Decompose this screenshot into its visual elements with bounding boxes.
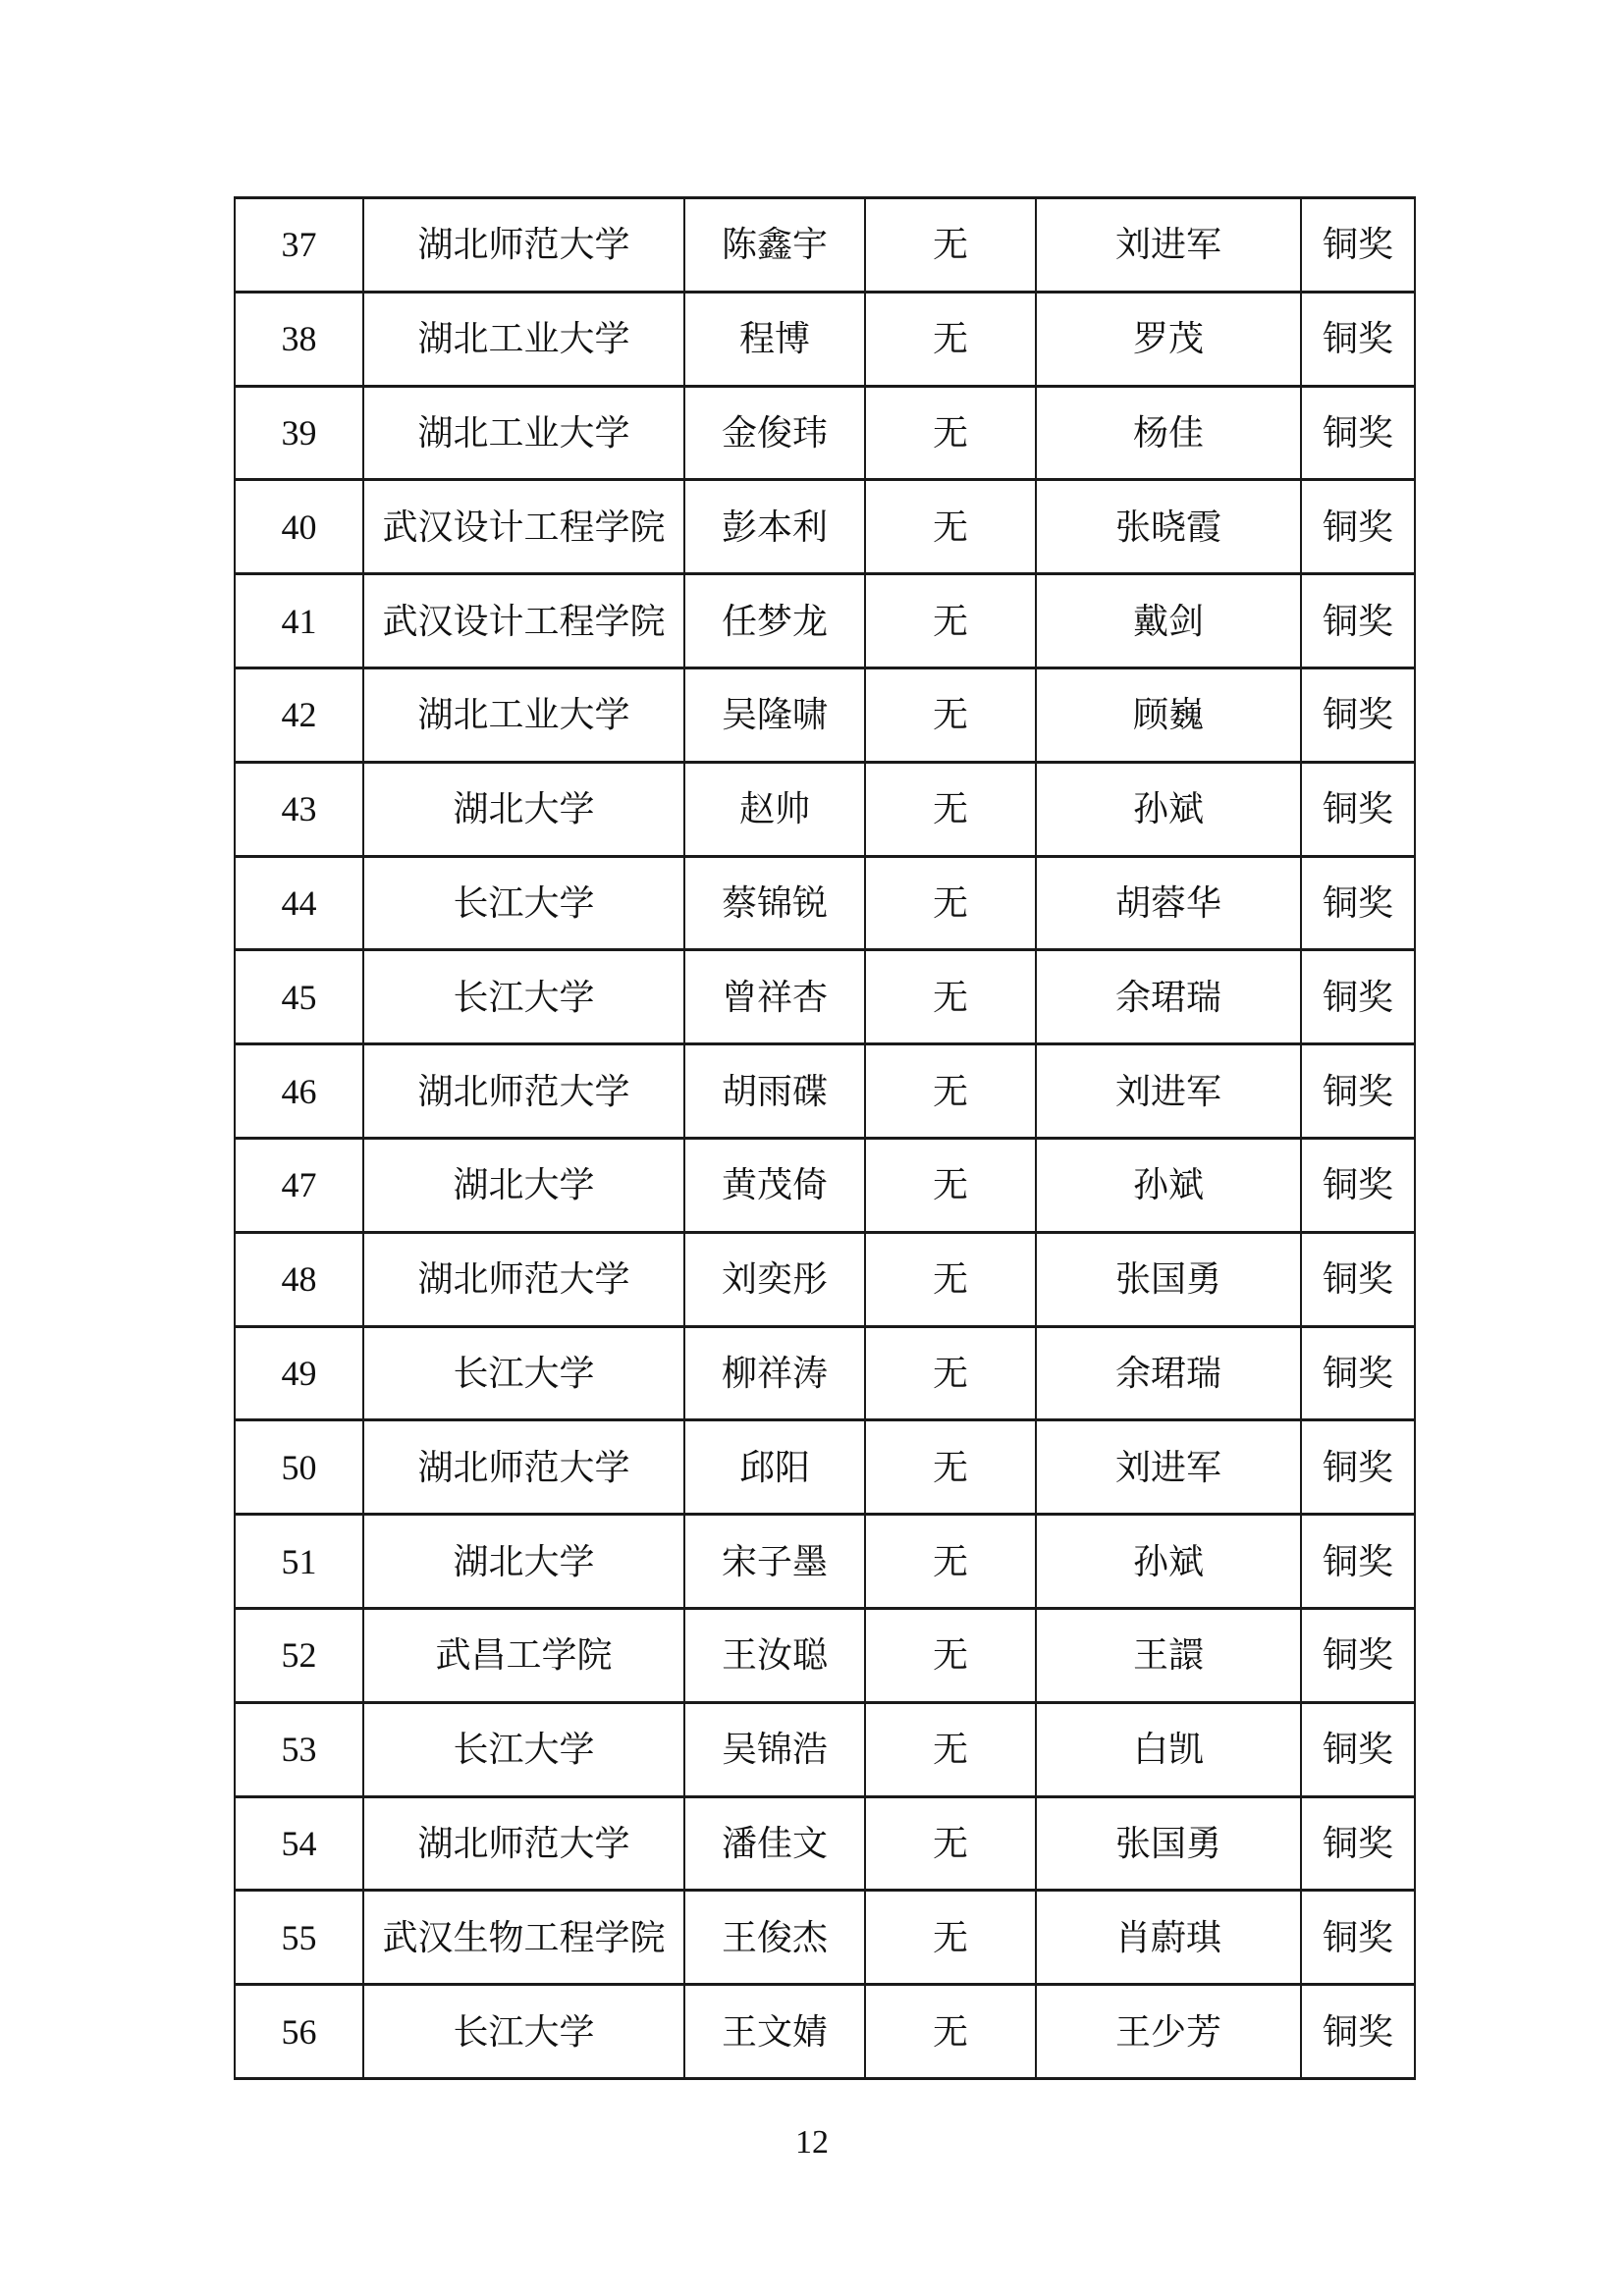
cell-row-number: 50 — [235, 1420, 363, 1515]
cell-row-number: 44 — [235, 856, 363, 950]
cell-school-name: 湖北大学 — [363, 1138, 684, 1232]
cell-student-name: 赵帅 — [684, 762, 865, 856]
cell-advisor-name: 白凯 — [1036, 1702, 1301, 1796]
table-row — [235, 667, 1415, 762]
cell-student-name: 胡雨碟 — [684, 1044, 865, 1139]
cell-row-number: 42 — [235, 667, 363, 762]
cell-advisor-name: 孙斌 — [1036, 1515, 1301, 1609]
cell-advisor-name: 刘进军 — [1036, 1420, 1301, 1515]
cell-school-name: 武汉生物工程学院 — [363, 1891, 684, 1985]
cell-student-name: 邱阳 — [684, 1420, 865, 1515]
cell-row-number: 37 — [235, 198, 363, 293]
cell-advisor-name: 戴剑 — [1036, 574, 1301, 668]
cell-school-name: 湖北工业大学 — [363, 667, 684, 762]
cell-note: 无 — [865, 198, 1036, 293]
table-row — [235, 386, 1415, 480]
table-row — [235, 1138, 1415, 1232]
cell-note: 无 — [865, 950, 1036, 1044]
table-row — [235, 1608, 1415, 1702]
cell-row-number: 46 — [235, 1044, 363, 1139]
cell-note: 无 — [865, 856, 1036, 950]
cell-student-name: 蔡锦锐 — [684, 856, 865, 950]
cell-award: 铜奖 — [1301, 1420, 1415, 1515]
cell-school-name: 湖北大学 — [363, 1515, 684, 1609]
cell-note: 无 — [865, 1044, 1036, 1139]
cell-award: 铜奖 — [1301, 1608, 1415, 1702]
table-row — [235, 1891, 1415, 1985]
table-row — [235, 950, 1415, 1044]
cell-school-name: 湖北师范大学 — [363, 1044, 684, 1139]
cell-advisor-name: 孙斌 — [1036, 762, 1301, 856]
cell-award: 铜奖 — [1301, 1985, 1415, 2079]
table-row — [235, 574, 1415, 668]
cell-award: 铜奖 — [1301, 480, 1415, 574]
cell-note: 无 — [865, 292, 1036, 386]
cell-advisor-name: 肖蔚琪 — [1036, 1891, 1301, 1985]
cell-school-name: 长江大学 — [363, 1985, 684, 2079]
cell-note: 无 — [865, 1515, 1036, 1609]
cell-note: 无 — [865, 1891, 1036, 1985]
cell-school-name: 湖北师范大学 — [363, 1420, 684, 1515]
cell-student-name: 吴锦浩 — [684, 1702, 865, 1796]
cell-student-name: 王文婧 — [684, 1985, 865, 2079]
cell-award: 铜奖 — [1301, 574, 1415, 668]
cell-note: 无 — [865, 1985, 1036, 2079]
cell-award: 铜奖 — [1301, 1515, 1415, 1609]
cell-advisor-name: 刘进军 — [1036, 198, 1301, 293]
page-number: 12 — [795, 2124, 829, 2161]
cell-advisor-name: 张国勇 — [1036, 1796, 1301, 1891]
cell-school-name: 湖北师范大学 — [363, 1796, 684, 1891]
cell-award: 铜奖 — [1301, 856, 1415, 950]
cell-student-name: 柳祥涛 — [684, 1326, 865, 1420]
cell-award: 铜奖 — [1301, 198, 1415, 293]
cell-advisor-name: 刘进军 — [1036, 1044, 1301, 1139]
cell-note: 无 — [865, 1326, 1036, 1420]
cell-school-name: 长江大学 — [363, 1326, 684, 1420]
cell-student-name: 曾祥杏 — [684, 950, 865, 1044]
cell-row-number: 53 — [235, 1702, 363, 1796]
cell-school-name: 武昌工学院 — [363, 1608, 684, 1702]
cell-student-name: 金俊玮 — [684, 386, 865, 480]
cell-row-number: 43 — [235, 762, 363, 856]
cell-student-name: 程博 — [684, 292, 865, 386]
cell-note: 无 — [865, 1232, 1036, 1326]
cell-school-name: 湖北师范大学 — [363, 1232, 684, 1326]
cell-school-name: 湖北工业大学 — [363, 386, 684, 480]
cell-note: 无 — [865, 386, 1036, 480]
cell-student-name: 王俊杰 — [684, 1891, 865, 1985]
table-row — [235, 480, 1415, 574]
table-row — [235, 1232, 1415, 1326]
table-row — [235, 198, 1415, 293]
table-row — [235, 292, 1415, 386]
awards-table-body — [235, 198, 1415, 2079]
cell-school-name: 长江大学 — [363, 856, 684, 950]
cell-note: 无 — [865, 574, 1036, 668]
table-row — [235, 762, 1415, 856]
cell-advisor-name: 余珺瑞 — [1036, 1326, 1301, 1420]
table-row — [235, 1515, 1415, 1609]
table-row — [235, 856, 1415, 950]
cell-award: 铜奖 — [1301, 386, 1415, 480]
cell-row-number: 40 — [235, 480, 363, 574]
cell-award: 铜奖 — [1301, 1702, 1415, 1796]
cell-student-name: 陈鑫宇 — [684, 198, 865, 293]
cell-advisor-name: 王少芳 — [1036, 1985, 1301, 2079]
cell-row-number: 49 — [235, 1326, 363, 1420]
cell-note: 无 — [865, 1138, 1036, 1232]
cell-advisor-name: 余珺瑞 — [1036, 950, 1301, 1044]
cell-school-name: 长江大学 — [363, 1702, 684, 1796]
cell-student-name: 黄茂倚 — [684, 1138, 865, 1232]
cell-award: 铜奖 — [1301, 1796, 1415, 1891]
cell-advisor-name: 顾巍 — [1036, 667, 1301, 762]
cell-row-number: 54 — [235, 1796, 363, 1891]
cell-student-name: 彭本利 — [684, 480, 865, 574]
cell-student-name: 刘奕彤 — [684, 1232, 865, 1326]
cell-school-name: 湖北师范大学 — [363, 198, 684, 293]
cell-row-number: 48 — [235, 1232, 363, 1326]
cell-note: 无 — [865, 1796, 1036, 1891]
cell-note: 无 — [865, 1608, 1036, 1702]
cell-advisor-name: 张晓霞 — [1036, 480, 1301, 574]
cell-advisor-name: 王譞 — [1036, 1608, 1301, 1702]
cell-row-number: 38 — [235, 292, 363, 386]
cell-award: 铜奖 — [1301, 1891, 1415, 1985]
table-row — [235, 1702, 1415, 1796]
cell-note: 无 — [865, 667, 1036, 762]
cell-note: 无 — [865, 762, 1036, 856]
cell-row-number: 45 — [235, 950, 363, 1044]
cell-school-name: 长江大学 — [363, 950, 684, 1044]
cell-student-name: 潘佳文 — [684, 1796, 865, 1891]
cell-advisor-name: 胡蓉华 — [1036, 856, 1301, 950]
cell-note: 无 — [865, 480, 1036, 574]
cell-award: 铜奖 — [1301, 1044, 1415, 1139]
cell-row-number: 56 — [235, 1985, 363, 2079]
cell-student-name: 宋子墨 — [684, 1515, 865, 1609]
cell-award: 铜奖 — [1301, 667, 1415, 762]
cell-award: 铜奖 — [1301, 762, 1415, 856]
cell-row-number: 55 — [235, 1891, 363, 1985]
cell-advisor-name: 张国勇 — [1036, 1232, 1301, 1326]
cell-award: 铜奖 — [1301, 292, 1415, 386]
cell-award: 铜奖 — [1301, 950, 1415, 1044]
cell-student-name: 王汝聪 — [684, 1608, 865, 1702]
cell-advisor-name: 杨佳 — [1036, 386, 1301, 480]
cell-row-number: 39 — [235, 386, 363, 480]
table-row — [235, 1326, 1415, 1420]
cell-advisor-name: 罗茂 — [1036, 292, 1301, 386]
cell-award: 铜奖 — [1301, 1326, 1415, 1420]
cell-student-name: 吴隆啸 — [684, 667, 865, 762]
table-row — [235, 1420, 1415, 1515]
table-row — [235, 1796, 1415, 1891]
cell-school-name: 武汉设计工程学院 — [363, 574, 684, 668]
cell-school-name: 湖北大学 — [363, 762, 684, 856]
cell-note: 无 — [865, 1420, 1036, 1515]
awards-table — [234, 196, 1416, 2080]
cell-row-number: 41 — [235, 574, 363, 668]
cell-school-name: 湖北工业大学 — [363, 292, 684, 386]
cell-row-number: 51 — [235, 1515, 363, 1609]
table-row — [235, 1044, 1415, 1139]
cell-advisor-name: 孙斌 — [1036, 1138, 1301, 1232]
cell-award: 铜奖 — [1301, 1138, 1415, 1232]
cell-note: 无 — [865, 1702, 1036, 1796]
cell-row-number: 47 — [235, 1138, 363, 1232]
cell-student-name: 任梦龙 — [684, 574, 865, 668]
cell-award: 铜奖 — [1301, 1232, 1415, 1326]
cell-row-number: 52 — [235, 1608, 363, 1702]
cell-school-name: 武汉设计工程学院 — [363, 480, 684, 574]
table-row — [235, 1985, 1415, 2079]
